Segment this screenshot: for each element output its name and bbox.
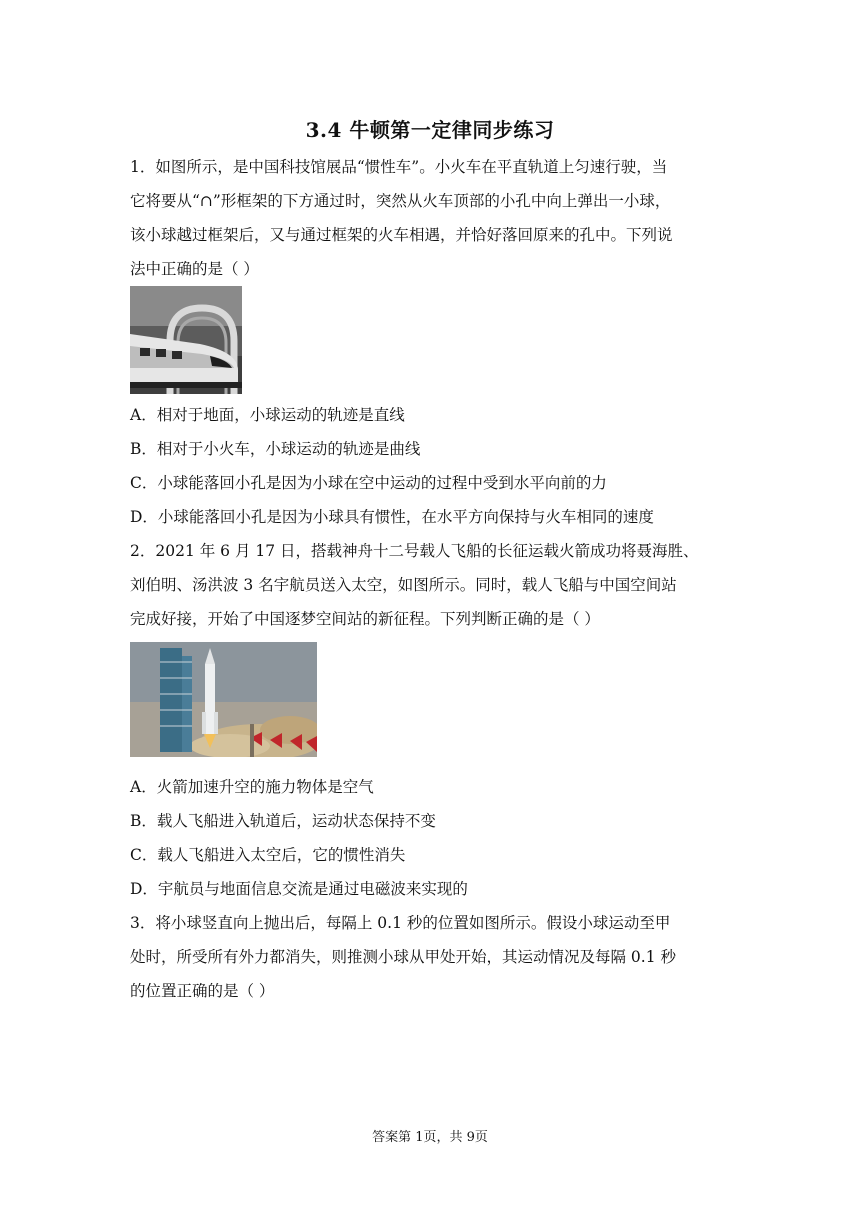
inertia-train-illustration [130,286,242,394]
page-footer: 答案第 1页，共 9页 [372,1130,488,1145]
rocket-launch-photo [130,642,317,757]
question-2-option-a: A．火箭加速升空的施力物体是空气 [130,778,374,796]
question-2-line: 刘伯明、汤洪波 3 名宇航员送入太空，如图所示。同时，载人飞船与中国空间站 [130,576,677,594]
rocket-launch-illustration [130,642,317,757]
question-1-stem [130,150,730,286]
question-2-option-c: C．载人飞船进入太空后，它的惯性消失 [130,846,406,864]
inertia-train-photo [130,286,242,394]
question-1-option-a: A．相对于地面，小球运动的轨迹是直线 [130,406,405,424]
question-1-line: 它将要从“∩”形框架的下方通过时，突然从火车顶部的小孔中向上弹出一小球， [130,192,671,210]
question-3-line: 的位置正确的是（ ） [130,982,275,1000]
question-1-option-b: B．相对于小火车，小球运动的轨迹是曲线 [130,440,421,458]
question-1-option-c: C．小球能落回小孔是因为小球在空中运动的过程中受到水平向前的力 [130,474,607,492]
question-2-option-b: B．载人飞船进入轨道后，运动状态保持不变 [130,812,436,830]
question-2-option-d: D．宇航员与地面信息交流是通过电磁波来实现的 [130,880,468,898]
question-2-line: 2．2021 年 6 月 17 日，搭载神舟十二号载人飞船的长征运载火箭成功将聂海胜、 [130,542,699,560]
question-3-line: 3．将小球竖直向上抛出后，每隔上 0.1 秒的位置如图所示。假设小球运动至甲 [130,914,671,932]
question-1-option-d: D．小球能落回小孔是因为小球具有惯性，在水平方向保持与火车相同的速度 [130,508,654,526]
question-1-line: 法中正确的是（ ） [130,260,259,278]
question-1-line: 1．如图所示，是中国科技馆展品“惯性车”。小火车在平直轨道上匀速行驶，当 [130,158,668,176]
question-2-line: 完成好接，开始了中国逐梦空间站的新征程。下列判断正确的是（ ） [130,610,600,628]
question-1-line: 该小球越过框架后，又与通过框架的火车相遇，并恰好落回原来的孔中。下列说 [130,226,673,244]
page-title: 3.4 牛顿第一定律同步练习 [305,118,555,142]
question-3-line: 处时，所受所有外力都消失，则推测小球从甲处开始，其运动情况及每隔 0.1 秒 [130,948,677,966]
